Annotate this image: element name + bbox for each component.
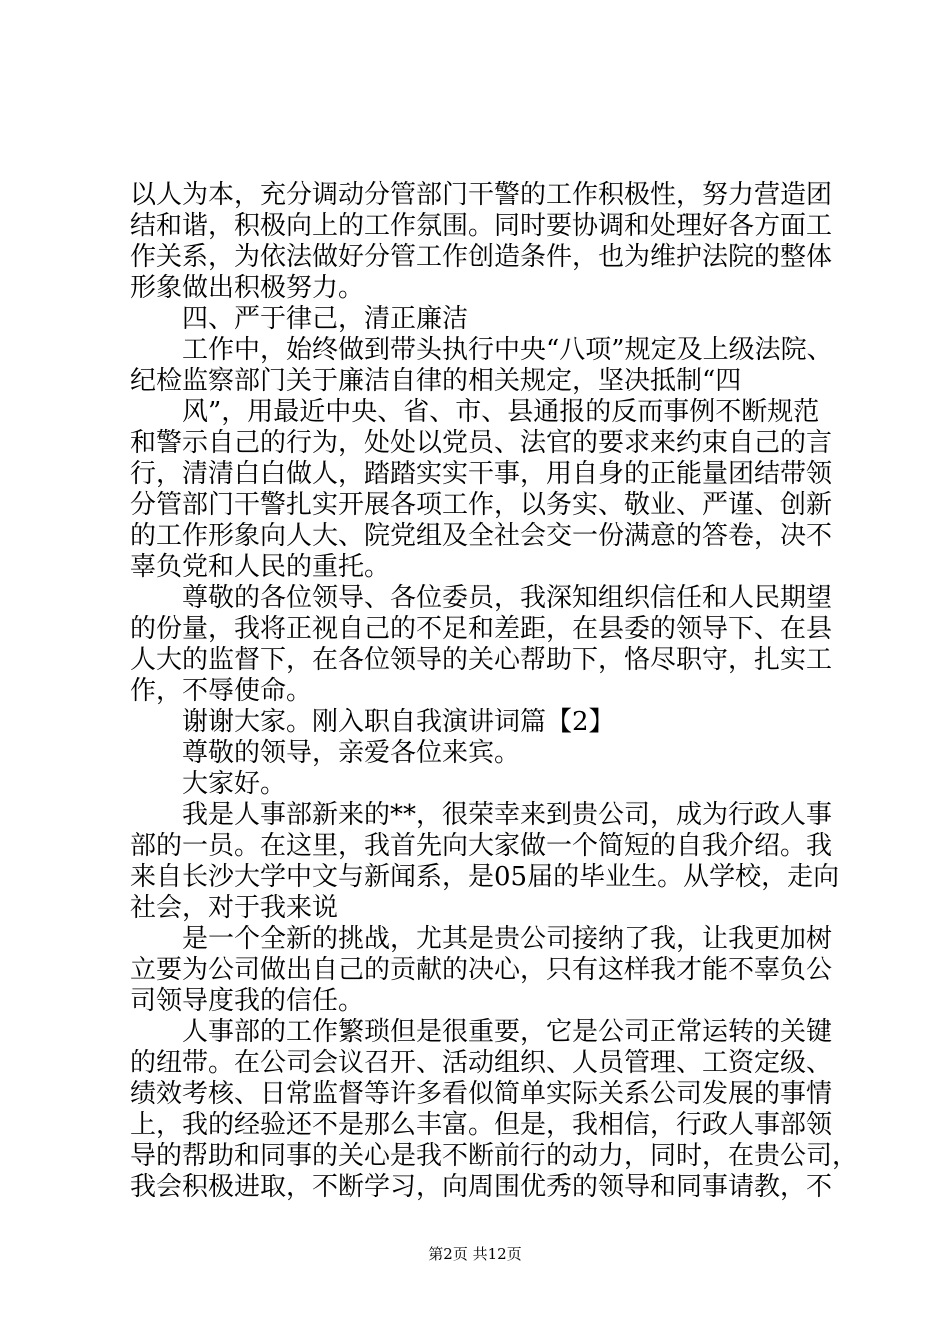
body-line: 形象做出积极努力。 (130, 273, 365, 303)
body-line: 行，清清白白做人，踏踏实实干事，用自身的正能量团结带领 (130, 459, 833, 489)
body-line: 大家好。 (182, 769, 287, 799)
body-line: 谢谢大家。刚入职自我演讲词篇【2】 (182, 707, 615, 737)
body-line: 司领导度我的信任。 (130, 986, 365, 1016)
body-line: 的纽带。在公司会议召开、活动组织、人员管理、工资定级、 (130, 1048, 833, 1078)
body-line: 立要为公司做出自己的贡献的决心，只有这样我才能不辜负公 (130, 955, 833, 985)
body-line: 结和谐，积极向上的工作氛围。同时要协调和处理好各方面工 (130, 211, 833, 241)
body-line: 我会积极进取，不断学习，向周围优秀的领导和同事请教，不 (130, 1172, 833, 1202)
body-line: 尊敬的领导，亲爱各位来宾。 (182, 738, 521, 768)
body-line: 社会，对于我来说 (130, 893, 339, 923)
body-line: 绩效考核、日常监督等许多看似简单实际关系公司发展的事情 (130, 1079, 833, 1109)
body-line: 风”，用最近中央、省、市、县通报的反而事例不断规范 (182, 397, 820, 427)
body-line: 和警示自己的行为，处处以党员、法官的要求来约束自己的言 (130, 428, 833, 458)
body-line: 的份量，我将正视自己的不足和差距，在县委的领导下、在县 (130, 614, 833, 644)
body-line: 是一个全新的挑战，尤其是贵公司接纳了我，让我更加树 (182, 924, 833, 954)
body-line: 分管部门干警扎实开展各项工作，以务实、敬业、严谨、创新 (130, 490, 833, 520)
body-line: 来自长沙大学中文与新闻系，是05届的毕业生。从学校，走向 (130, 862, 840, 892)
body-line: 工作中，始终做到带头执行中央“八项”规定及上级法院、 (182, 335, 833, 365)
body-line: 辜负党和人民的重托。 (130, 552, 391, 582)
body-line: 纪检监察部门关于廉洁自律的相关规定，坚决抵制“四 (130, 366, 742, 396)
body-line: 人大的监督下，在各位领导的关心帮助下，恪尽职守，扎实工 (130, 645, 833, 675)
body-line: 以人为本，充分调动分管部门干警的工作积极性，努力营造团 (130, 180, 833, 210)
section-heading: 四、严于律己，清正廉洁 (182, 304, 469, 334)
body-line: 作，不辱使命。 (130, 676, 313, 706)
body-line: 我是人事部新来的**，很荣幸来到贵公司，成为行政人事 (182, 800, 833, 830)
body-line: 导的帮助和同事的关心是我不断前行的动力，同时，在贵公司， (130, 1141, 859, 1171)
page-number-footer: 第2页 共12页 (428, 1245, 522, 1263)
body-line: 尊敬的各位领导、各位委员，我深知组织信任和人民期望 (182, 583, 833, 613)
body-line: 上，我的经验还不是那么丰富。但是，我相信，行政人事部领 (130, 1110, 833, 1140)
body-line: 部的一员。在这里，我首先向大家做一个简短的自我介绍。我 (130, 831, 833, 861)
body-line: 作关系，为依法做好分管工作创造条件，也为维护法院的整体 (130, 242, 833, 272)
body-line: 人事部的工作繁琐但是很重要，它是公司正常运转的关键 (182, 1017, 833, 1047)
body-line: 的工作形象向人大、院党组及全社会交一份满意的答卷，决不 (130, 521, 833, 551)
